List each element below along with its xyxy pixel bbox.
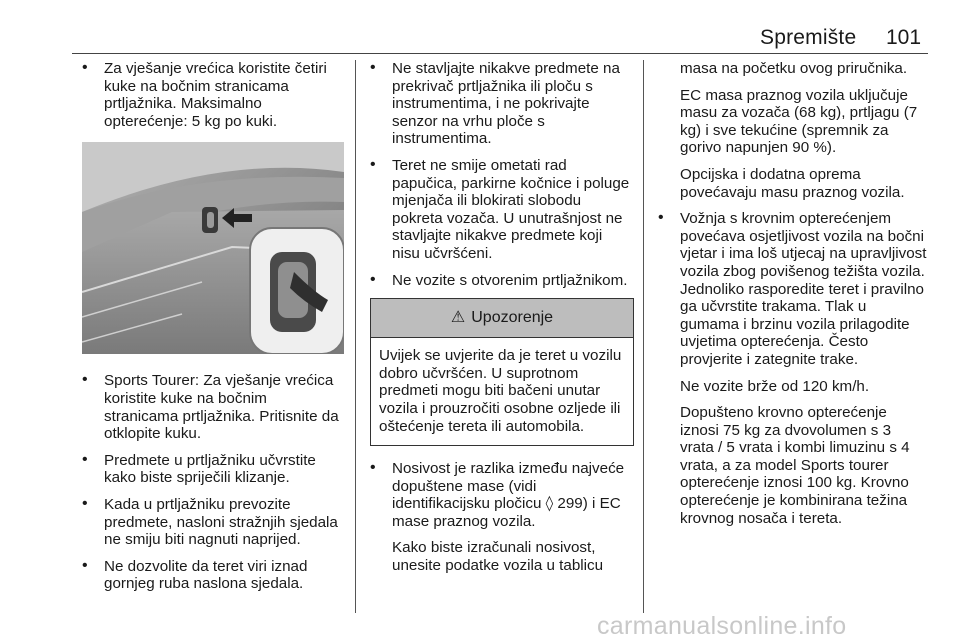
warning-header: [371, 299, 633, 338]
paragraph: masa na početku ovog priručnika.: [680, 60, 908, 77]
bullet-list: [658, 210, 928, 368]
bullet-list: [82, 60, 344, 130]
list-item: • Kada u prtljažniku prevozite predmete, nasloni stražnjih sjedala ne smiju biti nagnuti naprijed.: [82, 496, 344, 549]
list-item: • Ne dozvolite da teret viri iznad gornjeg ruba naslona sjedala.: [82, 558, 344, 593]
paragraph: EC masa praznog vozila uključuje masu za vozača (68 kg), prtljagu (7 kg) i sve tekućine (spremnik za gorivo napunjen 90 %).: [680, 86, 918, 157]
trunk-hook-drawing: [82, 142, 344, 354]
paragraph: Opcijska i dodatna oprema povećavaju masu praznog vozila.: [680, 165, 905, 201]
bullet-list: [82, 372, 344, 593]
list-item: • Teret ne smije ometati rad papučica, parkirne kočnice i poluge mjenjača ili blokirati slobodu pokreta vozača. U unutrašnjost ne stavljajte nikakve predmete koji nisu učvršćeni.: [370, 157, 634, 263]
list-item: • Ne stavljajte nikakve predmete na prekrivač prtljažnika ili ploču s instrumentima, i ne pokrivajte senzor na vrhu ploče s instrumentima.: [370, 60, 634, 148]
column-1: [82, 60, 344, 602]
bullet-list: [370, 60, 634, 289]
list-item: • Predmete u prtljažniku učvrstite kako biste spriječili klizanje.: [82, 452, 344, 487]
list-item: • Sports Tourer: Za vješanje vrećica koristite kuke na bočnim stranicama prtljažnika. Pritisnite da otklopite kuku.: [82, 372, 344, 442]
column-2: [370, 60, 634, 584]
list-item: • Vožnja s krovnim opterećenjem povećava osjetljivost vozila na bočni vjetar i ima loš utjecaj na upravljivost vozila zbog povišenog težišta vozila. Jednoliko rasporedite teret i pravilno ga učvrstite trakama. Tlak u gumama i brzinu vozila prilagodite uvjetima opterećenja. Često provjerite i zategnite trake.: [658, 210, 928, 368]
warning-title: Upozorenje: [471, 309, 554, 327]
column-3: [658, 60, 928, 536]
column-divider: [355, 60, 356, 613]
payload-text-a: Nosivost je razlika između najveće dopuštene mase (vidi identifikacijsku pločicu: [392, 460, 625, 513]
warning-box: [370, 298, 634, 446]
page-title: Spremište: [760, 26, 857, 49]
reference-arrow-icon: ◊: [545, 494, 554, 513]
payload-text-b: 299) i EC mase praznog vozila.: [392, 495, 621, 530]
warning-triangle-icon: ⚠: [450, 309, 466, 327]
bullet-list: [370, 460, 634, 530]
watermark: carmanualsonline.info: [597, 612, 847, 640]
page-header: [0, 0, 960, 56]
warning-text: Uvijek se uvjerite da je teret u vozilu dobro učvršćen. U suprotnom predmeti mogu biti bačeni unutar vozila i prouzročiti osobne ozljede ili oštećenje tereta ili automobila.: [379, 347, 622, 435]
trunk-hook-illustration: [82, 142, 344, 354]
list-item: [370, 460, 634, 530]
list-item: • Ne vozite s otvorenim prtljažnikom.: [370, 272, 634, 290]
paragraph: Dopušteno krovno opterećenje iznosi 75 kg za dvovolumen s 3 vrata / 5 vrata i kombi limuzinu s 4 vrata, a za model Sports tourer opterećenje iznosi 100 kg. Krovno opterećenje je kombinirana težina krovnog nosača i tereta.: [680, 404, 910, 527]
header-rule: [72, 53, 928, 54]
paragraph: Ne vozite brže od 120 km/h.: [680, 377, 870, 395]
column-divider: [643, 60, 644, 613]
list-item: • Za vješanje vrećica koristite četiri kuke na bočnim stranicama prtljažnika. Maksimalno opterećenje: 5 kg po kuki.: [82, 60, 344, 130]
paragraph: Kako biste izračunali nosivost, unesite podatke vozila u tablicu: [392, 539, 604, 575]
page-number: 101: [886, 26, 922, 49]
